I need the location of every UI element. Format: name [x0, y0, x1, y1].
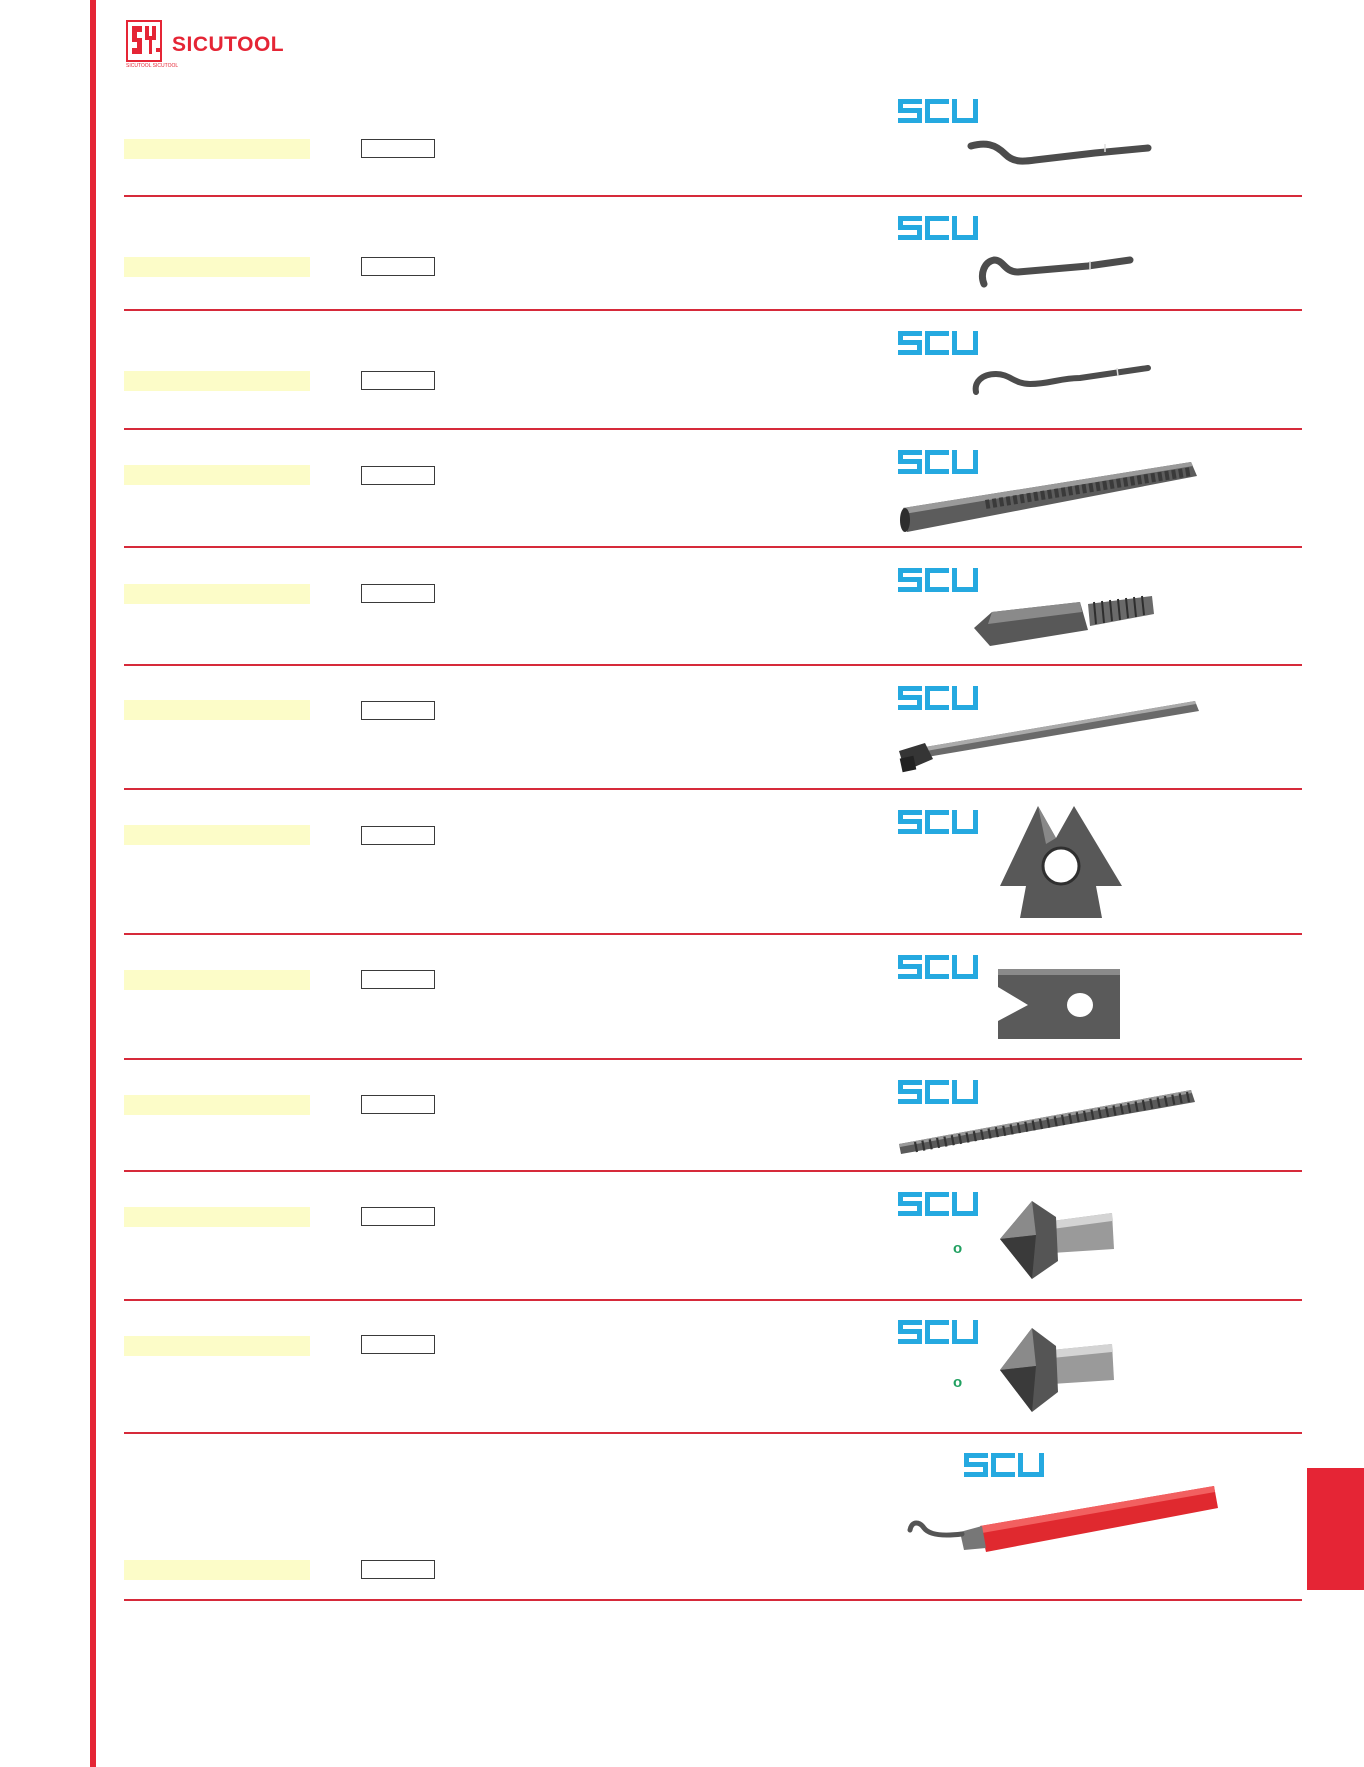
- product-name-field: [124, 584, 310, 604]
- product-name-field: [124, 465, 310, 485]
- article-code-box: [361, 826, 435, 845]
- product-name-field: [124, 139, 310, 159]
- article-code-box: [361, 257, 435, 276]
- sicutool-logo: [126, 20, 284, 70]
- countersink-icon: [996, 1195, 1122, 1281]
- product-name-field: [124, 970, 310, 990]
- scu-brand-logo-icon: [898, 1192, 978, 1216]
- red-handle-deburrer-icon: [906, 1482, 1222, 1558]
- holder-with-cutter-icon: [895, 695, 1205, 777]
- row-divider: [124, 1299, 1302, 1301]
- article-code-box: [361, 970, 435, 989]
- article-code-box: [361, 1335, 435, 1354]
- ring-marker: o: [953, 1374, 963, 1391]
- article-code-box: [361, 371, 435, 390]
- row-divider: [124, 1170, 1302, 1172]
- section-tab-marker: [1307, 1468, 1364, 1590]
- product-name-field: [124, 1095, 310, 1115]
- knurled-rod-icon: [895, 1082, 1200, 1156]
- scu-brand-logo-icon: [898, 331, 978, 355]
- logo-wordmark: SICUTOOL: [172, 33, 285, 56]
- article-code-box: [361, 584, 435, 603]
- product-name-field: [124, 700, 310, 720]
- article-code-box: [361, 701, 435, 720]
- scu-brand-logo-icon: [898, 216, 978, 240]
- countersink-icon: [996, 1322, 1122, 1414]
- deburring-blade-e-icon: [965, 138, 1155, 178]
- v-notch-insert-icon: [994, 965, 1124, 1041]
- scu-brand-logo-icon: [898, 568, 978, 592]
- row-divider: [124, 1058, 1302, 1060]
- scu-brand-logo-icon: [898, 1320, 978, 1344]
- row-divider: [124, 664, 1302, 666]
- ring-marker: o: [953, 1240, 963, 1257]
- article-code-box: [361, 1560, 435, 1579]
- logo-small-text: SICUTOOL SICUTOOL: [126, 63, 179, 69]
- tubular-holder-icon: [895, 456, 1201, 534]
- scraper-blade-icon: [970, 590, 1160, 650]
- product-name-field: [124, 1207, 310, 1227]
- scu-brand-logo-icon: [898, 99, 978, 123]
- row-divider: [124, 933, 1302, 935]
- product-name-field: [124, 1336, 310, 1356]
- row-divider: [124, 1432, 1302, 1434]
- article-code-box: [361, 1095, 435, 1114]
- triangle-insert-icon: [996, 804, 1126, 920]
- deburring-blade-long-icon: [970, 358, 1155, 398]
- article-code-box: [361, 466, 435, 485]
- article-code-box: [361, 139, 435, 158]
- row-divider: [124, 1599, 1302, 1601]
- deburring-blade-hook-icon: [978, 248, 1138, 292]
- left-margin-rule: [90, 0, 96, 1767]
- row-divider: [124, 195, 1302, 197]
- scu-brand-logo-icon: [898, 810, 978, 834]
- product-name-field: [124, 371, 310, 391]
- article-code-box: [361, 1207, 435, 1226]
- product-name-field: [124, 257, 310, 277]
- row-divider: [124, 309, 1302, 311]
- row-divider: [124, 428, 1302, 430]
- row-divider: [124, 788, 1302, 790]
- product-name-field: [124, 1560, 310, 1580]
- scu-brand-logo-icon: [964, 1453, 1044, 1477]
- product-name-field: [124, 825, 310, 845]
- scu-brand-logo-icon: [898, 955, 978, 979]
- row-divider: [124, 546, 1302, 548]
